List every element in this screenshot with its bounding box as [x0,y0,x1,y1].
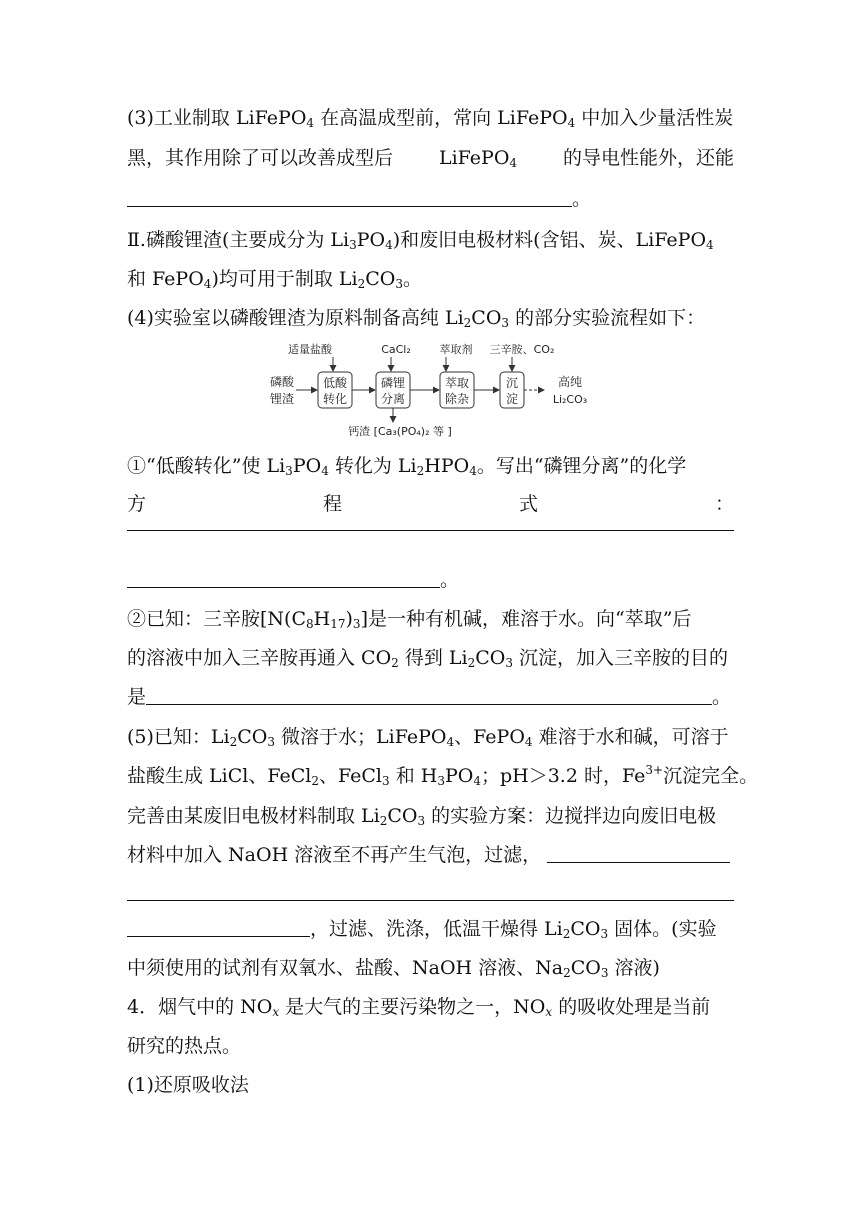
box-3-label-2: 除杂 [444,392,470,406]
reagent-hcl: 适量盐酸 [288,343,332,356]
q4-1-line-1: ①“低酸转化”使 $Li_3PO_4$ 转化为 $Li_2HPO_4$。写出“磷锂分离”的化学 [127,455,687,478]
q4-2-line-1: ②已知：三辛胺$[N(C_8H_{17})_3]$是一种有机碱，难溶于水。向“萃取”后 [127,608,692,631]
box-3-label: 萃取 [444,376,470,390]
q5-line-4: 材料中加入 NaOH 溶液至不再产生气泡，过滤， [127,843,734,867]
start-material-2: 锂渣 [269,392,295,406]
box-2-label: 磷锂 [380,376,406,390]
answer-blank[interactable] [547,844,730,863]
q4-1-line-2: 方 程 式 ： [127,493,734,515]
q5-line-7: 中须使用的试剂有双氧水、盐酸、NaOH 溶液、$Na_2CO_3$ 溶液) [127,957,660,980]
answer-blank[interactable] [127,188,572,207]
reagent-extractant: 萃取剂 [439,343,473,356]
process-flow-diagram [260,338,600,438]
start-material: 磷酸 [269,375,295,389]
byproduct-calcium-residue: 钙渣 [Ca₃(PO₄)₂ 等 ] [348,425,452,438]
box-1-label: 低酸 [322,376,348,390]
answer-blank[interactable] [127,569,440,588]
reagent-cacl2: CaCl₂ [381,343,411,356]
reagent-trioctylamine-co2: 三辛胺、CO₂ [489,343,555,356]
q5-line-6: ，过滤、洗涤，低温干燥得 $Li_2CO_3$ 固体。(实验 [127,917,734,941]
answer-blank[interactable] [127,918,310,937]
part2-line-2: 和 FePO$_4$)均可用于制取 $Li_2CO_3$。 [127,268,423,291]
q5-line-2: 盐酸生成 LiCl、FeCl$_2$、FeCl$_3$ 和 $H_3PO_4$；pH＞3.2 时，$Fe^{3+}$沉淀完全。 [127,763,759,788]
q4-1-answer-line: 。 [127,568,734,592]
p4-line-1: 4．烟气中的 $NO_x$ 是大气的主要污染物之一，$NO_x$ 的吸收处理是当前 [127,996,711,1019]
q3-line-1: (3)工业制取 LiFePO$_4$ 在高温成型前，常向 LiFePO$_4$ 中加入少量活性炭 [127,107,734,130]
q3-line-2: 黑，其作用除了可以改善成型后 LiFePO$_4$ 的导电性能外，还能 [127,147,734,170]
q5-line-1: (5)已知：$Li_2CO_3$ 微溶于水；LiFePO$_4$、FePO$_4$ 难溶于水和碱，可溶于 [127,726,729,749]
answer-blank-full[interactable] [127,900,734,901]
answer-blank-full[interactable] [127,530,734,531]
box-2-label-2: 分离 [380,392,406,406]
q4-line-1: (4)实验室以磷酸锂渣为原料制备高纯 $Li_2CO_3$ 的部分实验流程如下： [127,307,706,330]
end-product-2: Li₂CO₃ [552,393,588,406]
end-product: 高纯 [557,375,583,389]
answer-blank[interactable] [146,686,712,705]
q4-2-line-3: 是 。 [127,686,732,708]
p4-line-3: (1)还原吸收法 [127,1074,249,1096]
box-4-label: 沉 [505,376,519,390]
box-1-label-2: 转化 [322,392,348,406]
part2-line-1: Ⅱ.磷酸锂渣(主要成分为 $Li_3PO_4$)和废旧电极材料(含铝、炭、LiFePO$_4$ [127,229,714,252]
p4-line-2: 研究的热点。 [127,1035,242,1057]
q4-2-line-2: 的溶液中加入三辛胺再通入 $CO_2$ 得到 $Li_2CO_3$ 沉淀，加入三辛胺的目的 [127,647,729,670]
q3-answer-line: 。 [127,187,734,211]
box-4-label-2: 淀 [505,392,519,406]
q5-line-3: 完善由某废旧电极材料制取 $Li_2CO_3$ 的实验方案：边搅拌边向废旧电极 [127,805,717,828]
